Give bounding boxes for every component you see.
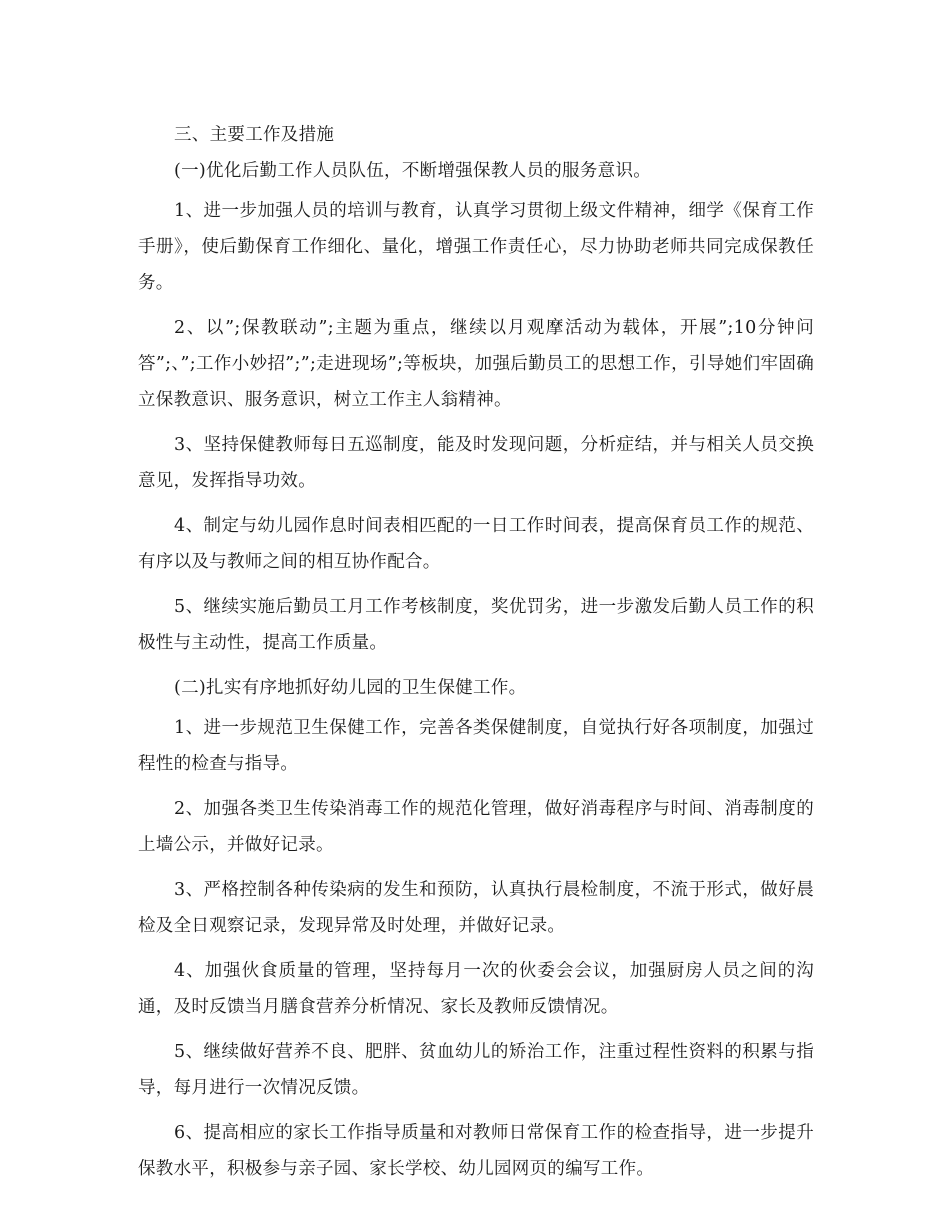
document-page: [138, 117, 814, 1196]
list-item: 6、提高相应的家长工作指导质量和对教师日常保育工作的检查指导，进一步提升保教水平，积极参与亲子园、家长学校、幼儿园网页的编写工作。: [138, 1123, 814, 1179]
list-item: 5、继续做好营养不良、肥胖、贫血幼儿的矫治工作，注重过程性资料的积累与指导，每月进行一次情况反馈。: [138, 1042, 814, 1098]
list-item: 4、制定与幼儿园作息时间表相匹配的一日工作时间表，提高保育员工作的规范、有序以及与教师之间的相互协作配合。: [138, 516, 814, 572]
list-item: 1、进一步规范卫生保健工作，完善各类保健制度，自觉执行好各项制度，加强过程性的检查与指导。: [138, 718, 814, 774]
list-item: 5、继续实施后勤员工月工作考核制度，奖优罚劣，进一步激发后勤人员工作的积极性与主动性，提高工作质量。: [138, 597, 814, 653]
list-item: 2、以”;保教联动”;主题为重点，继续以月观摩活动为载体，开展”;10分钟问答”;、”;工作小妙招”;”;走进现场”;等板块，加强后勤员工的思想工作，引导她们牢固确立保教意识、服务意识，树立工作主人翁精神。: [138, 318, 814, 410]
list-item: 2、加强各类卫生传染消毒工作的规范化管理，做好消毒程序与时间、消毒制度的上墙公示，并做好记录。: [138, 799, 814, 855]
subsection-title: (一)优化后勤工作人员队伍，不断增强保教人员的服务意识。: [174, 161, 652, 181]
section-title: 三、主要工作及措施: [174, 125, 335, 145]
list-item: 3、严格控制各种传染病的发生和预防，认真执行晨检制度，不流于形式，做好晨检及全日观察记录，发现异常及时处理，并做好记录。: [138, 880, 814, 936]
list-item: 3、坚持保健教师每日五巡制度，能及时发现问题，分析症结，并与相关人员交换意见，发挥指导功效。: [138, 435, 814, 491]
list-item: 4、加强伙食质量的管理，坚持每月一次的伙委会会议，加强厨房人员之间的沟通，及时反馈当月膳食营养分析情况、家长及教师反馈情况。: [138, 961, 814, 1017]
subsection-title: (二)扎实有序地抓好幼儿园的卫生保健工作。: [174, 678, 527, 698]
list-item: 1、进一步加强人员的培训与教育，认真学习贯彻上级文件精神，细学《保育工作手册》，使后勤保育工作细化、量化，增强工作责任心，尽力协助老师共同完成保教任务。: [138, 201, 814, 293]
